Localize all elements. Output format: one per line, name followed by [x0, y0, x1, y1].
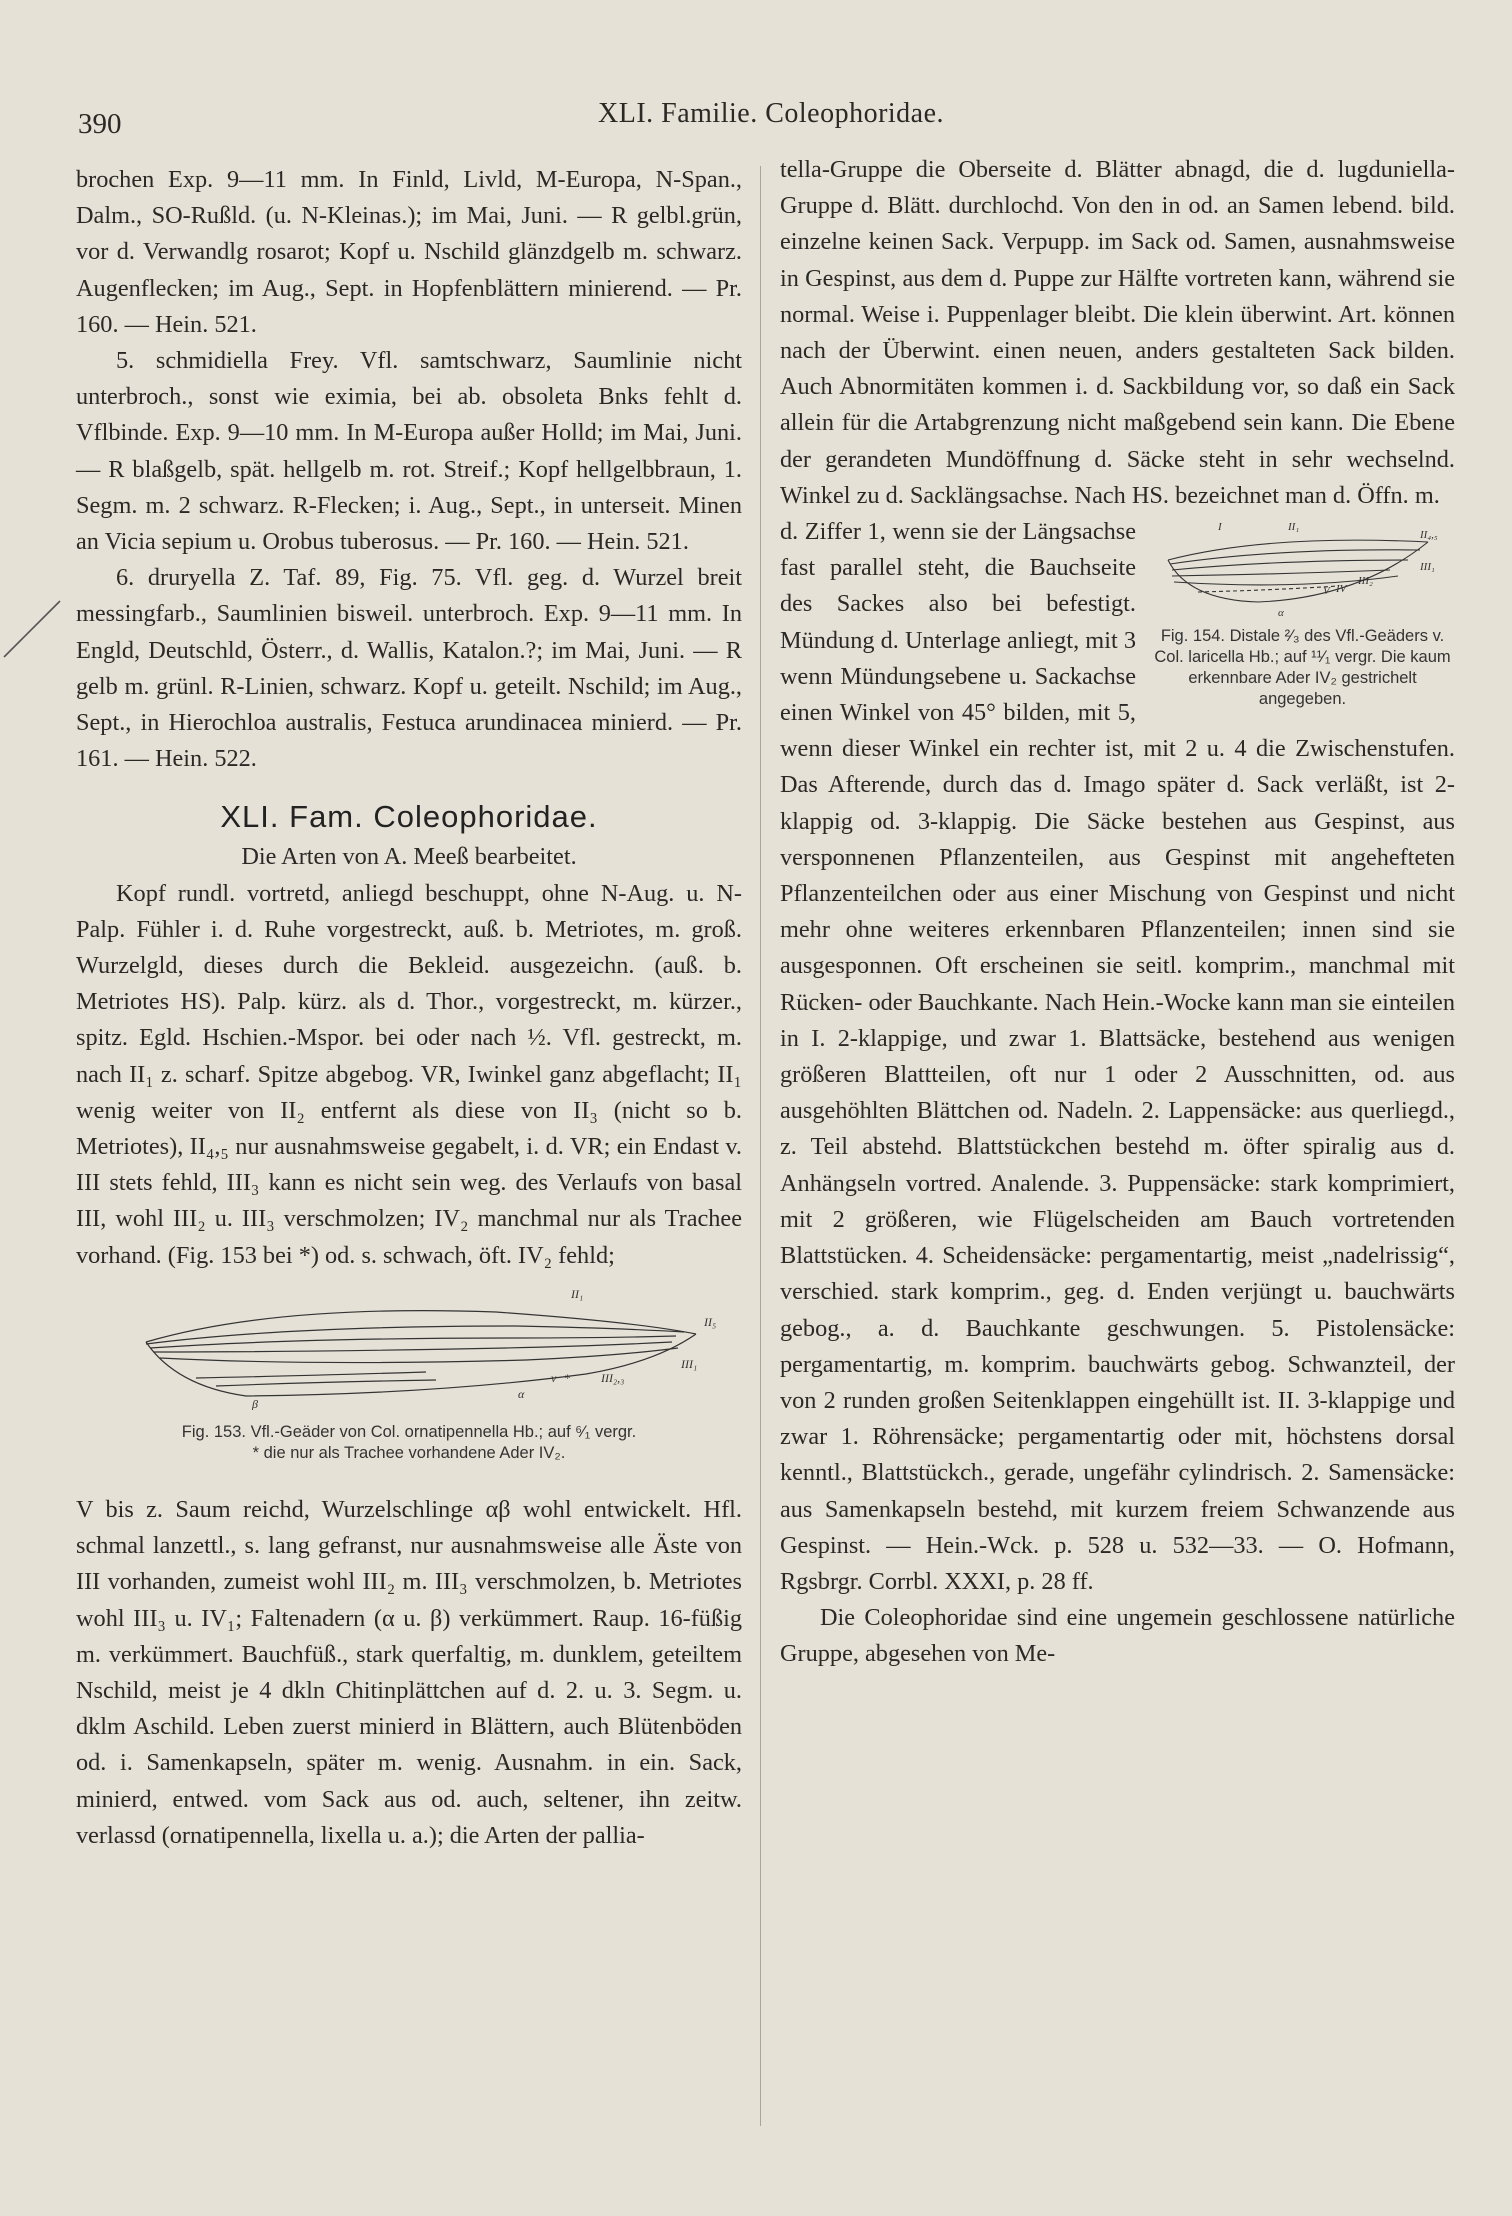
family-subheading: Die Arten von A. Meeß bearbeitet.	[241, 843, 577, 871]
label-III1: III₁	[1419, 561, 1435, 574]
family-description: Kopf rundl. vortretd, anliegd beschuppt, ohne N-Aug. u. N-Palp. Fühler i. d. Ruhe vorgestreckt, auß. b. Metriotes, m. groß. Wurzelgld, dieses durch die Bekleid. ausgezeichn. (auß. b. Metriotes HS). Palp. kürz. als d. Thor., vorgestreckt, m. kürzer., spitz. Egld. Hschien.-Mspor. bei oder nach ½. Vfl. gestreckt, m. nach II₁ z. scharf. Spitze abgebog. VR, Iwinkel ganz abgeflacht; II₁ wenig weiter von II₂ entfernt als diese von II₃ (nicht so b. Metriotes), II₄,₅ nur ausnahmsweise gegabelt, i. d. VR; ein Endast v. III stets fehld, III₃ kann es nicht sein weg. des Verlaufs von basal III, wohl III₂ u. III₃ verschmolzen; IV₂ manchmal nur als Trachee vorhand. (Fig. 153 bei *) od. s. schwach, öft. IV₂ fehld;	[76, 879, 742, 1269]
label-II1: II₁	[1287, 521, 1299, 534]
right-column	[780, 152, 1455, 1673]
wing-venation-figure-154	[1158, 520, 1448, 620]
label-I: I	[1217, 521, 1222, 534]
label-v: v	[551, 1370, 557, 1385]
running-head	[78, 98, 1412, 138]
running-title: XLI. Familie. Coleophoridae.	[598, 98, 945, 129]
label-IV: IV	[1335, 583, 1346, 596]
species-entry-druryella: 6. druryella Z. Taf. 89, Fig. 75. Vfl. geg. d. Wurzel breit messingfarb., Saumlinien bisweil. unterbroch. Exp. 9—11 mm. In Engld, Deutschld, Österr., d. Wallis, Katalon.?; im Mai, Juni. — R gelb m. grünl. R-Linien, schwarz. Kopf u. geteilt. Nschild; im Aug., Sept., in Hierochloa australis, Festuca arundinacea minierd. — Pr. 161. — Hein. 522.	[76, 564, 742, 773]
figure-153-caption-line-1: Fig. 153. Vfl.-Geäder von Col. ornatipennella Hb.; auf ⁶⁄₁ vergr.	[181, 1422, 637, 1441]
figure-153-caption-line-2: * die nur als Trachee vorhandene Ader IV₂.	[252, 1443, 566, 1462]
label-II45: II₄,₅	[1419, 529, 1438, 542]
figure-154	[1150, 520, 1455, 710]
label-III2: III₂	[1357, 575, 1373, 588]
label-V: V	[1322, 585, 1330, 598]
label-star: *	[564, 1370, 570, 1385]
figure-153-caption	[76, 1422, 742, 1464]
paragraph-sacks-a: tella-Gruppe die Oberseite d. Blätter abnagd, die d. lugduniella-Gruppe d. Blätt. durchlochd. Von den in od. an Samen lebend. bild. einzelne keinen Sack. Verpupp. im Sack od. Samen, ausnahmsweise in Gespinst, aus dem d. Puppe zur Hälfte vortreten kann, während sie normal. Weise i. Puppenlager bleibt. Die klein überwint. Art. können nach der Überwint. einen neuen, anders gestalteten Sack bilden. Auch Abnormitäten kommen i. d. Sackbildung vor, so daß ein Sack allein für die Artabgrenzung nicht maßgebend sein kann. Die Ebene der gerandeten Mundöffnung d. Säcke steht in sehr wechselnd. Winkel zu d. Sacklängsachse. Nach HS. bezeichnet man d. Öffn. m.	[780, 156, 1455, 509]
wing-venation-figure-153	[136, 1286, 736, 1410]
label-alpha: α	[518, 1386, 525, 1401]
paragraph-continued: brochen Exp. 9—11 mm. In Finld, Livld, M-Europa, N-Span., Dalm., SO-Rußld. (u. N-Kleinas.); im Mai, Juni. — R gelbl.grün, vor d. Verwandlg rosarot; Kopf u. Nschild glänzdgelb m. schwarz. Augenflecken; im Aug., Sept. in Hopfenblättern minierend. — Pr. 160. — Hein. 521.	[76, 166, 742, 338]
species-entry-schmidiella: 5. schmidiella Frey. Vfl. samtschwarz, Saumlinie nicht unterbroch., sonst wie eximia, bei ab. obsoleta Bnks fehlt d. Vflbinde. Exp. 9—10 mm. In M-Europa außer Holld; im Mai, Juni. — R blaßgelb, spät. hellgelb m. rot. Streif.; Kopf hellgelbbraun, 1. Segm. m. 2 schwarz. R-Flecken; i. Aug., Sept., in unterseit. Minen an Vicia sepium u. Orobus tuberosus. — Pr. 160. — Hein. 521.	[76, 347, 742, 556]
column-divider	[760, 166, 761, 2126]
family-heading: XLI. Fam. Coleophoridae.	[220, 799, 598, 835]
paragraph-coleophoridae-group: Die Coleophoridae sind eine ungemein geschlossene natürliche Gruppe, abgesehen von Me-	[780, 1604, 1455, 1668]
family-description-continued: V bis z. Saum reichd, Wurzelschlinge αβ wohl entwickelt. Hfl. schmal lanzettl., s. lang gefranst, nur ausnahmsweise alle Äste von III vorhanden, zumeist wohl III₂ m. III₃ verschmolzen, b. Metriotes wohl III₃ u. IV₁; Faltenadern (α u. β) verkümmert. Raup. 16-füßig m. verkümmert. Bauchfüß., stark querfaltig, m. dunklem, geteiltem Nschild, meist je 4 dkln Chitinplättchen auf d. 2. u. 3. Segm. u. dklm Aschild. Leben zuerst minierd in Blättern, auch Blütenböden od. i. Samenkapseln, später m. wenig. Ausnahm. in ein. Sack, minierd, entwed. vom Sack aus od. auch, seltener, ihn zeitw. verlassd (ornatipennella, lixella u. a.); die Arten der pallia-	[76, 1495, 742, 1849]
figure-154-caption: Fig. 154. Distale ²⁄₃ des Vfl.-Geäders v. Col. laricella Hb.; auf ¹¹⁄₁ vergr. Die kaum erkennbare Ader IV₂ gestrichelt angegeben.	[1154, 627, 1451, 709]
label-beta: β	[252, 1396, 258, 1410]
left-column	[76, 162, 742, 1854]
label-II5: II₅	[704, 1314, 717, 1329]
figure-153	[76, 1286, 742, 1410]
label-alpha: α	[1277, 607, 1284, 620]
pencil-margin-mark	[0, 595, 70, 675]
label-III23: III₂,₃	[601, 1370, 625, 1385]
page-number: 390	[78, 108, 122, 140]
label-II1: II₁	[571, 1286, 584, 1301]
paragraph-sacks-b: d. Ziffer 1, wenn sie der Längsachse fast parallel steht, die Bauchseite des Sackes also bei befestigt. Mündung d. Unterlage anliegt, mit 3 wenn Mündungsebene u. Sackachse einen Winkel von 45° bilden, mit 5, wenn dieser Winkel ein rechter ist, mit 2 u. 4 die Zwischenstufen. Das Afterende, durch das d. Imago später d. Sack verläßt, ist 2-klappig od. 3-klappig. Die Säcke bestehen aus Gespinst, aus versponnenen Pflanzenteilen, aus Gespinst mit angehefteten Pflanzenteilchen oder aus einer Mischung von Gespinst und nicht mehr ohne weiteres erkennbaren Pflanzenteilen; innen sind sie ausgesponnen. Oft erscheinen sie seitl. komprim., manchmal mit Rücken- oder Bauchkante. Nach Hein.-Wocke kann man sie einteilen in I. 2-klappige, und zwar 1. Blattsäcke, bestehend aus wenigen größeren Blattteilen, oft nur 1 oder 2 Ausschnitten, od. aus ausgehöhlten Blättchen od. Nadeln. 2. Lappensäcke: aus querliegd., z. Teil abstehd. Blattstückchen bestehd m. öfter spiralig aus d. Anhängseln vortred. Analende. 3. Puppensäcke: stark komprimiert, mit 2 größeren, wie Flügelscheiden am Bauch vortretenden Blattstücken. 4. Scheidensäcke: pergamentartig, meist „nadelrissig“, verschied. stark komprim., geg. d. Enden verjüngt u. bauchwärts gebog., a. d. Bauchkante geschwungen. 5. Pistolensäcke: pergamentartig, m. komprim. bauchwärts gebog. Schwanzteil, der von 2 runden großen Seitenklappen eingehüllt ist. II. 3-klappige und zwar 1. Röhrensäcke; pergamentartig oder mit, höchstens dorsal kenntl., Blattstückch., gerade, ungefähr cylindrisch. 2. Samensäcke: aus Samenkapseln bestehd, mit kurzem freiem Schwanzende aus Gespinst. — Hein.-Wck. p. 528 u. 532—33. — O. Hofmann, Rgsbrgr. Corrbl. XXXI, p. 28 ff.	[780, 518, 1455, 1595]
label-III1: III₁	[681, 1356, 698, 1371]
